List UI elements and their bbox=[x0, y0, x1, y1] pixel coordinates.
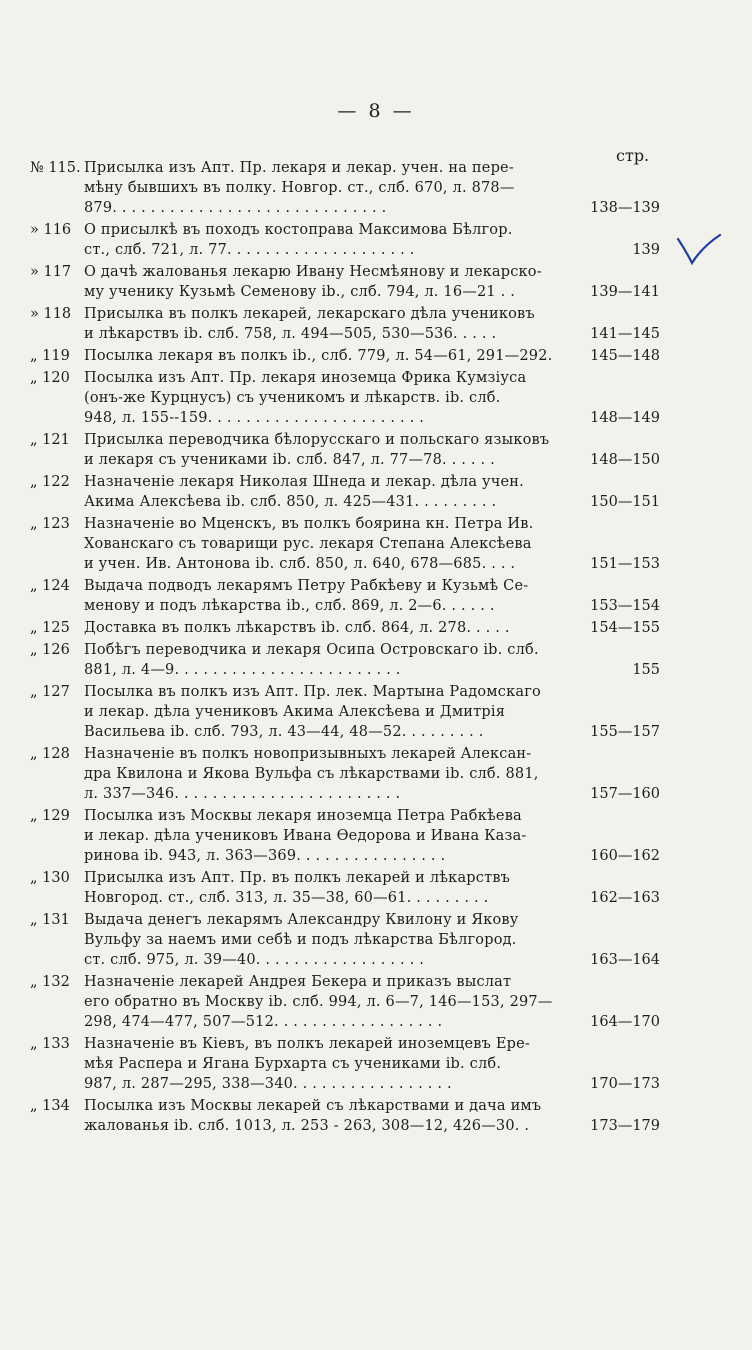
entry-text-line: Вульфу за наемъ ими себѣ и подъ лѣкарства Бѣлгород. bbox=[84, 932, 517, 948]
toc-entry bbox=[0, 514, 752, 574]
entry-number: „ 132 bbox=[30, 974, 70, 990]
entry-text-line: жалованья ib. слб. 1013, л. 253 - 263, 308—12, 426—30. . bbox=[84, 1118, 530, 1134]
entry-text-line: мѣя Распера и Ягана Бурхарта съ учениками ib. слб. bbox=[84, 1056, 502, 1072]
entry-text-line: 881, л. 4—9. . . . . . . . . . . . . . . . . . . . . . . . bbox=[84, 662, 401, 678]
entry-text-line: менову и подъ лѣкарства ib., слб. 869, л. 2—6. . . . . . bbox=[84, 598, 495, 614]
entry-text-line: Посылка въ полкъ изъ Апт. Пр. лек. Мартына Радомскаго bbox=[84, 684, 541, 700]
toc-entry bbox=[0, 304, 752, 344]
entry-number: „ 133 bbox=[30, 1036, 70, 1052]
entry-text-line: 298, 474—477, 507—512. . . . . . . . . . . . . . . . . . bbox=[84, 1014, 443, 1030]
entry-text-line: Выдача подводъ лекарямъ Петру Рабкѣеву и Кузьмѣ Се- bbox=[84, 578, 529, 594]
entry-number: № 115. bbox=[30, 160, 81, 176]
toc-entry bbox=[0, 972, 752, 1032]
entry-text-line: и лекаря съ учениками ib. слб. 847, л. 77—78. . . . . . bbox=[84, 452, 495, 468]
entry-number: „ 122 bbox=[30, 474, 70, 490]
toc-entry bbox=[0, 576, 752, 616]
entry-pages: 148—150 bbox=[590, 452, 660, 468]
entry-pages: 148—149 bbox=[590, 410, 660, 426]
entry-text-line: Побѣгъ переводчика и лекаря Осипа Островскаго ib. слб. bbox=[84, 642, 539, 658]
entry-text-line: и лекар. дѣла учениковъ Акима Алексѣева и Дмитрія bbox=[84, 704, 506, 720]
entry-text-line: л. 337—346. . . . . . . . . . . . . . . . . . . . . . . . bbox=[84, 786, 401, 802]
entry-number: „ 127 bbox=[30, 684, 70, 700]
entry-pages: 173—179 bbox=[590, 1118, 660, 1134]
table-of-contents bbox=[0, 158, 752, 1138]
entry-text-line: Посылка изъ Москвы лекарей съ лѣкарствами и дача имъ bbox=[84, 1098, 542, 1114]
entry-text-line: (онъ-же Курцнусъ) съ ученикомъ и лѣкарств. ib. слб. bbox=[84, 390, 501, 406]
entry-text-line: мѣну бывшихъ въ полку. Новгор. ст., слб. 670, л. 878— bbox=[84, 180, 515, 196]
entry-pages: 151—153 bbox=[590, 556, 660, 572]
entry-text-line: ст. слб. 975, л. 39—40. . . . . . . . . . . . . . . . . . bbox=[84, 952, 425, 968]
toc-entry bbox=[0, 682, 752, 742]
entry-number: » 116 bbox=[30, 222, 72, 238]
page-number: — 8 — bbox=[337, 100, 415, 122]
entry-text-line: Посылка изъ Апт. Пр. лекаря иноземца Фрика Кумзіуса bbox=[84, 370, 527, 386]
entry-number: „ 134 bbox=[30, 1098, 70, 1114]
toc-entry bbox=[0, 806, 752, 866]
entry-pages: 139 bbox=[632, 242, 660, 258]
entry-text-line: Выдача денегъ лекарямъ Александру Квилону и Якову bbox=[84, 912, 519, 928]
entry-text-line: ринова ib. 943, л. 363—369. . . . . . . . . . . . . . . . bbox=[84, 848, 446, 864]
entry-pages: 164—170 bbox=[590, 1014, 660, 1030]
entry-pages: 154—155 bbox=[590, 620, 660, 636]
entry-text-line: Акима Алексѣева ib. слб. 850, л. 425—431. . . . . . . . . bbox=[84, 494, 497, 510]
entry-text-line: Новгород. ст., слб. 313, л. 35—38, 60—61. . . . . . . . . bbox=[84, 890, 489, 906]
entry-number: » 117 bbox=[30, 264, 72, 280]
entry-pages: 139—141 bbox=[590, 284, 660, 300]
entry-pages: 153—154 bbox=[590, 598, 660, 614]
toc-entry bbox=[0, 472, 752, 512]
entry-text-line: Назначеніе во Мценскъ, въ полкъ боярина кн. Петра Ив. bbox=[84, 516, 534, 532]
entry-text-line: О дачѣ жалованья лекарю Ивану Несмѣянову и лекарско- bbox=[84, 264, 542, 280]
entry-text-line: О присылкѣ въ походъ костоправа Максимова Бѣлгор. bbox=[84, 222, 513, 238]
entry-text-line: Васильева ib. слб. 793, л. 43—44, 48—52. . . . . . . . . bbox=[84, 724, 484, 740]
entry-text-line: Назначеніе въ Кіевъ, въ полкъ лекарей иноземцевъ Ере- bbox=[84, 1036, 531, 1052]
entry-text-line: ст., слб. 721, л. 77. . . . . . . . . . . . . . . . . . . . bbox=[84, 242, 415, 258]
toc-entry bbox=[0, 910, 752, 970]
entry-pages: 145—148 bbox=[590, 348, 660, 364]
toc-entry bbox=[0, 368, 752, 428]
toc-entry bbox=[0, 618, 752, 638]
toc-entry bbox=[0, 262, 752, 302]
entry-number: „ 119 bbox=[30, 348, 70, 364]
entry-text-line: Назначеніе въ полкъ новопризывныхъ лекарей Алексан- bbox=[84, 746, 532, 762]
entry-text-line: Присылка изъ Апт. Пр. лекаря и лекар. учен. на пере- bbox=[84, 160, 514, 176]
entry-number: „ 121 bbox=[30, 432, 70, 448]
entry-number: „ 124 bbox=[30, 578, 70, 594]
entry-text-line: его обратно въ Москву ib. слб. 994, л. 6—7, 146—153, 297— bbox=[84, 994, 553, 1010]
entry-pages: 138—139 bbox=[590, 200, 660, 216]
entry-text-line: Назначеніе лекарей Андрея Бекера и приказъ выслат bbox=[84, 974, 512, 990]
entry-number: „ 120 bbox=[30, 370, 70, 386]
entry-text-line: и учен. Ив. Антонова ib. слб. 850, л. 640, 678—685. . . . bbox=[84, 556, 516, 572]
entry-text-line: и лѣкарствъ ib. слб. 758, л. 494—505, 530—536. . . . . bbox=[84, 326, 497, 342]
entry-text-line: 987, л. 287—295, 338—340. . . . . . . . . . . . . . . . . bbox=[84, 1076, 452, 1092]
entry-pages: 170—173 bbox=[590, 1076, 660, 1092]
entry-pages: 155—157 bbox=[590, 724, 660, 740]
pages-column-label: стр. bbox=[616, 146, 650, 165]
entry-text-line: Хованскаго съ товарищи рус. лекаря Степана Алексѣева bbox=[84, 536, 532, 552]
entry-text-line: му ученику Кузьмѣ Семенову ib., слб. 794, л. 16—21 . . bbox=[84, 284, 516, 300]
toc-entry bbox=[0, 346, 752, 366]
entry-text-line: Присылка изъ Апт. Пр. въ полкъ лекарей и лѣкарствъ bbox=[84, 870, 511, 886]
entry-pages: 150—151 bbox=[590, 494, 660, 510]
entry-number: „ 131 bbox=[30, 912, 70, 928]
entry-text-line: 948, л. 155--159. . . . . . . . . . . . . . . . . . . . . . . bbox=[84, 410, 425, 426]
entry-number: » 118 bbox=[30, 306, 72, 322]
toc-entry bbox=[0, 220, 752, 260]
toc-entry bbox=[0, 1034, 752, 1094]
entry-pages: 162—163 bbox=[590, 890, 660, 906]
toc-entry bbox=[0, 640, 752, 680]
entry-text-line: и лекар. дѣла учениковъ Ивана Ѳедорова и Ивана Каза- bbox=[84, 828, 527, 844]
toc-entry bbox=[0, 868, 752, 908]
entry-number: „ 128 bbox=[30, 746, 70, 762]
entry-text-line: дра Квилона и Якова Вульфа съ лѣкарствами ib. слб. 881, bbox=[84, 766, 539, 782]
entry-number: „ 125 bbox=[30, 620, 70, 636]
entry-number: „ 123 bbox=[30, 516, 70, 532]
toc-entry bbox=[0, 744, 752, 804]
entry-text-line: Назначеніе лекаря Николая Шнеда и лекар. дѣла учен. bbox=[84, 474, 524, 490]
toc-entry bbox=[0, 430, 752, 470]
entry-text-line: Посылка изъ Москвы лекаря иноземца Петра Рабкѣева bbox=[84, 808, 522, 824]
entry-text-line: Посылка лекаря въ полкъ ib., слб. 779, л. 54—61, 291—292. bbox=[84, 348, 553, 364]
entry-pages: 163—164 bbox=[590, 952, 660, 968]
entry-pages: 160—162 bbox=[590, 848, 660, 864]
entry-number: „ 126 bbox=[30, 642, 70, 658]
entry-text-line: Доставка въ полкъ лѣкарствъ ib. слб. 864, л. 278. . . . . bbox=[84, 620, 510, 636]
entry-number: „ 130 bbox=[30, 870, 70, 886]
entry-pages: 141—145 bbox=[590, 326, 660, 342]
entry-text-line: Присылка переводчика бѣлорусскаго и польскаго языковъ bbox=[84, 432, 550, 448]
entry-text-line: 879. . . . . . . . . . . . . . . . . . . . . . . . . . . . . bbox=[84, 200, 387, 216]
toc-entry bbox=[0, 1096, 752, 1136]
toc-entry bbox=[0, 158, 752, 218]
entry-pages: 155 bbox=[632, 662, 660, 678]
entry-pages: 157—160 bbox=[590, 786, 660, 802]
entry-number: „ 129 bbox=[30, 808, 70, 824]
entry-text-line: Присылка въ полкъ лекарей, лекарскаго дѣла учениковъ bbox=[84, 306, 535, 322]
